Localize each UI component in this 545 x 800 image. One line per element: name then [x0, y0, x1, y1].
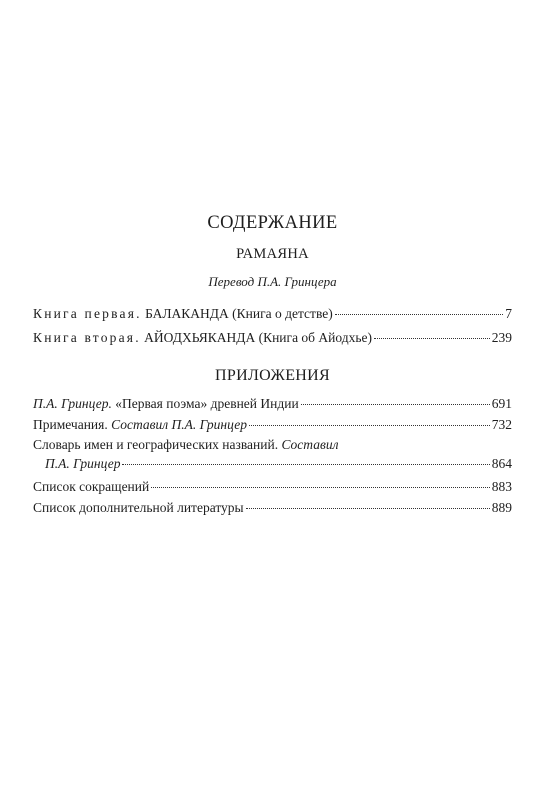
toc-entry-notes[interactable]	[33, 416, 512, 434]
toc-entry-glossary-line-2[interactable]	[45, 455, 512, 473]
page-number: 864	[491, 456, 512, 471]
dot-leader	[151, 487, 490, 488]
page-number: 7	[505, 306, 512, 321]
entry-title: Словарь имен и географических названий.	[33, 437, 279, 452]
page-number: 889	[491, 500, 512, 515]
book-prefix: Книга первая.	[33, 306, 142, 321]
toc-entry-book-1[interactable]	[33, 305, 512, 323]
entry-title: Список дополнительной литературы	[33, 500, 244, 515]
dot-leader	[335, 314, 504, 315]
entry-note: Составил П.А. Гринцер	[111, 417, 247, 432]
book-prefix: Книга вторая.	[33, 330, 141, 345]
entry-title: Список сокращений	[33, 479, 150, 494]
entry-title: «Первая поэма» древней Индии	[115, 396, 299, 411]
toc-heading: СОДЕРЖАНИЕ	[207, 213, 338, 233]
translator-credit: Перевод П.А. Гринцера	[208, 274, 337, 289]
dot-leader	[301, 404, 490, 405]
toc-entry-essay[interactable]	[33, 395, 512, 413]
dot-leader	[374, 338, 490, 339]
entry-title: Примечания.	[33, 417, 108, 432]
page-number: 732	[491, 417, 512, 432]
entry-author: П.А. Гринцер	[45, 456, 121, 471]
toc-entry-book-2[interactable]	[33, 329, 512, 347]
toc-entry-abbreviations[interactable]	[33, 478, 512, 496]
work-title: РАМАЯНА	[236, 246, 309, 262]
page-number: 883	[491, 479, 512, 494]
page-number: 691	[491, 396, 512, 411]
dot-leader	[122, 464, 489, 465]
page-number: 239	[491, 330, 512, 345]
dot-leader	[249, 425, 490, 426]
book-title: АЙОДХЬЯКАНДА (Книга об Айодхье)	[144, 330, 373, 345]
entry-note: Составил	[281, 437, 339, 452]
toc-entry-bibliography[interactable]	[33, 499, 512, 517]
appendix-heading: ПРИЛОЖЕНИЯ	[215, 367, 330, 384]
entry-author: П.А. Гринцер.	[33, 396, 112, 411]
dot-leader	[246, 508, 490, 509]
toc-entry-glossary-line-1[interactable]	[33, 436, 338, 454]
book-title: БАЛАКАНДА (Книга о детстве)	[145, 306, 333, 321]
